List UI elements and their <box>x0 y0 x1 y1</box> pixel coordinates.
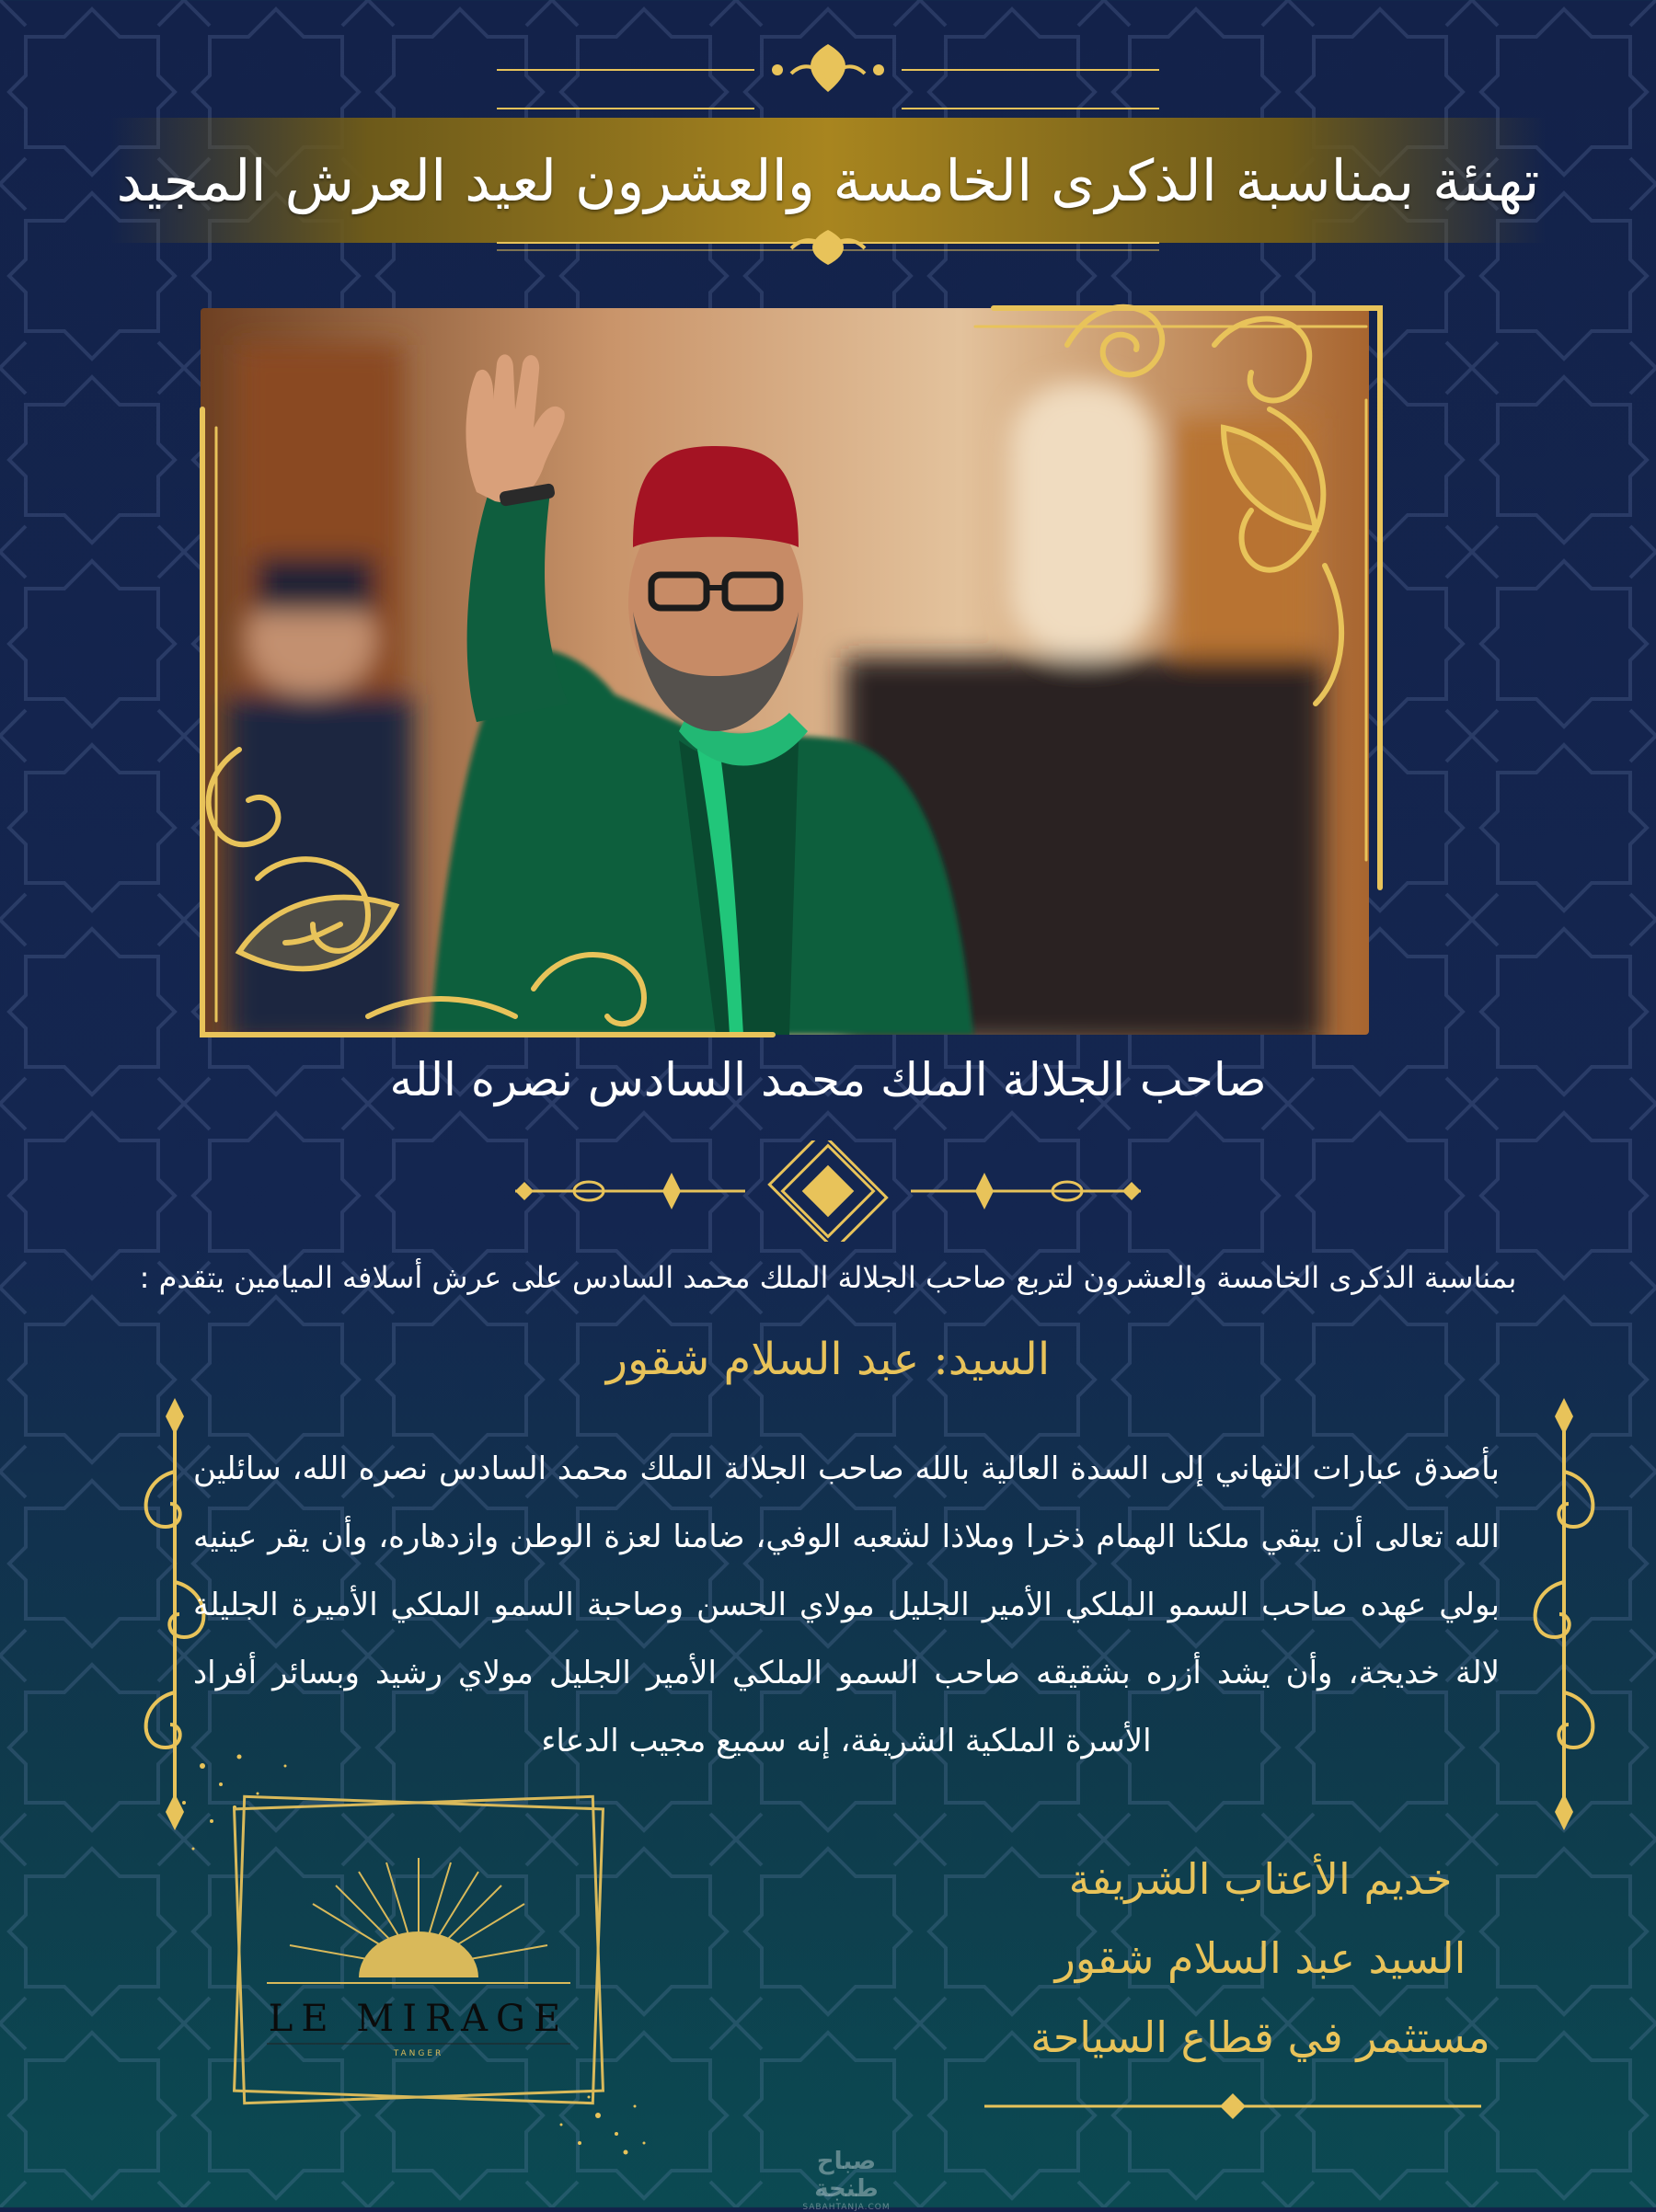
header-bottom-ornament <box>460 175 1196 267</box>
congratulation-body <box>193 1435 1500 1775</box>
watermark-arabic: صباح طنجة <box>814 2148 879 2203</box>
sender-prefix: السيد: <box>933 1334 1051 1385</box>
le-mirage-logo <box>212 1784 626 2115</box>
header-top-ornament <box>460 37 1196 120</box>
right-side-ornament <box>1509 1398 1619 1830</box>
watermark <box>782 2148 911 2212</box>
sender-name: عبد السلام شقور <box>605 1334 920 1385</box>
signature-line-2: السيد عبد السلام شقور <box>1054 1933 1466 1983</box>
intro-text: بمناسبة الذكرى الخامسة والعشرون لتربع صاحب الجلالة الملك محمد السادس على عرش أسلافه الميامين يتقدم : <box>139 1260 1517 1295</box>
body-text: بأصدق عبارات التهاني إلى السدة العالية بالله صاحب الجلالة الملك محمد السادس نصره الله، سائلين الله تعالى أن يبقي ملكنا الهمام ذخرا وملاذا لشعبه الوفي، ضامنا لعزة الوطن وازدهاره، وأن يقر عينيه بولي عهده صاحب السمو الملكي الأمير الجليل مولاي الحسن وصاحبة السمو الملكي الأميرة الجليلة لالة خديجة، وأن يشد أزره بشقيقه صاحب السمو الملكي الأمير الجليل مولاي رشيد وبسائر أفراد الأسرة الملكية الشريفة، إنه سميع مجيب الدعاء <box>193 1450 1500 1759</box>
sender-line <box>0 1334 1656 1385</box>
page-title: تهنئة بمناسبة الذكرى الخامسة والعشرون لعيد العرش المجيد <box>116 146 1540 214</box>
portrait-illustration <box>201 308 1369 1035</box>
signature-line-3: مستثمر في قطاع السياحة <box>1030 2012 1490 2062</box>
logo-subtitle: TANGER <box>393 2049 444 2058</box>
signature-underline-ornament <box>975 2088 1490 2125</box>
watermark-url: SABAHTANJA.COM <box>802 2203 891 2212</box>
signature-block <box>957 1840 1564 2077</box>
logo-name: LE MIRAGE <box>268 1998 569 2040</box>
king-portrait-photo <box>201 308 1369 1035</box>
logo-frame <box>212 1784 626 2115</box>
signature-line-1: خديم الأعتاب الشريفة <box>1068 1854 1453 1904</box>
portrait-caption: صاحب الجلالة الملك محمد السادس نصره الله <box>389 1053 1267 1106</box>
header <box>0 37 1656 248</box>
diamond-divider-ornament <box>497 1140 1159 1242</box>
